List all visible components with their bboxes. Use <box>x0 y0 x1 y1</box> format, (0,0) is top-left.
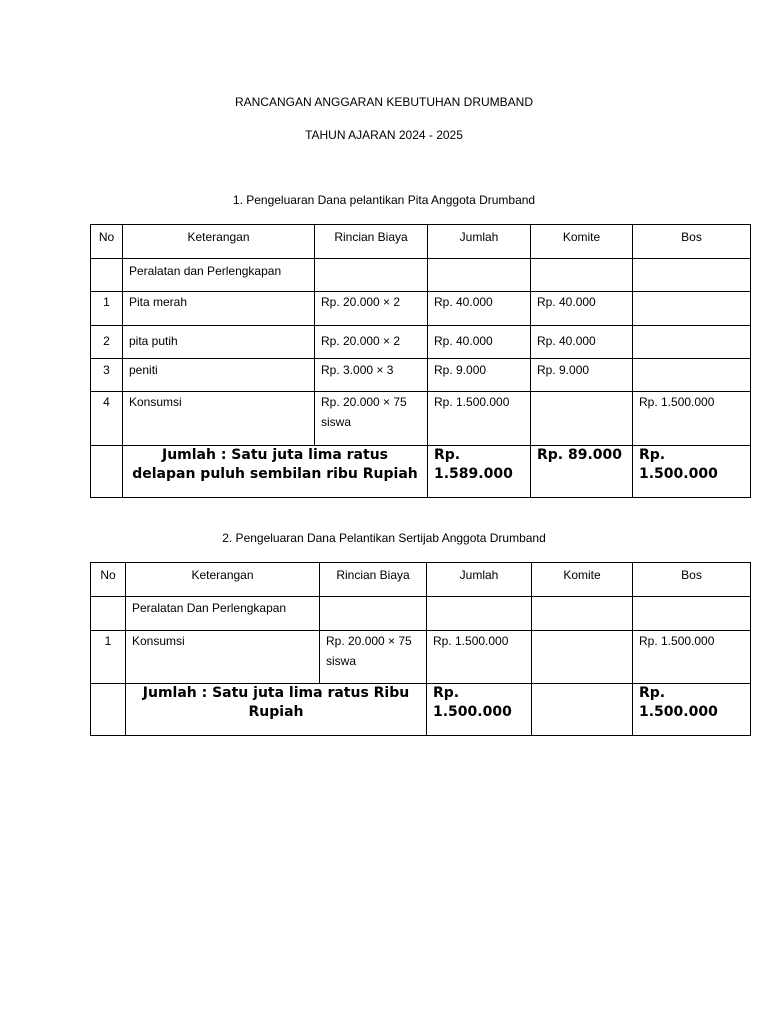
row-bos: Rp. 1.500.000 <box>633 631 751 684</box>
row-no: 3 <box>91 359 123 392</box>
table-row <box>91 359 751 392</box>
cell-empty <box>91 684 126 736</box>
header-bos: Bos <box>633 225 751 259</box>
table-row <box>91 631 751 684</box>
header-no: No <box>91 563 126 597</box>
row-no: 1 <box>91 631 126 684</box>
table-header-row <box>91 225 751 259</box>
total-label: Jumlah : Satu juta lima ratus delapan puluh sembilan ribu Rupiah <box>123 446 428 498</box>
cell-empty <box>531 259 633 292</box>
section-2-heading: 2. Pengeluaran Dana Pelantikan Sertijab Anggota Drumband <box>222 531 546 545</box>
total-label: Jumlah : Satu juta lima ratus Ribu Rupiah <box>126 684 427 736</box>
row-no: 2 <box>91 326 123 359</box>
header-komite: Komite <box>531 225 633 259</box>
row-rincian: Rp. 20.000 × 75 siswa <box>320 631 427 684</box>
table-row <box>91 326 751 359</box>
row-jumlah: Rp. 9.000 <box>428 359 531 392</box>
table-header-row <box>91 563 751 597</box>
row-jumlah: Rp. 1.500.000 <box>427 631 532 684</box>
row-jumlah: Rp. 40.000 <box>428 292 531 326</box>
budget-table-2 <box>90 562 751 736</box>
row-keterangan: Konsumsi <box>123 392 315 446</box>
total-komite <box>532 684 633 736</box>
header-rincian-biaya: Rincian Biaya <box>320 563 427 597</box>
cell-empty <box>633 597 751 631</box>
document-title: RANCANGAN ANGGARAN KEBUTUHAN DRUMBAND <box>234 95 534 109</box>
header-bos: Bos <box>633 563 751 597</box>
cell-empty <box>532 597 633 631</box>
total-row <box>91 684 751 736</box>
row-jumlah: Rp. 40.000 <box>428 326 531 359</box>
row-jumlah: Rp. 1.500.000 <box>428 392 531 446</box>
row-keterangan: Pita merah <box>123 292 315 326</box>
table-row <box>91 292 751 326</box>
total-jumlah: Rp. 1.589.000 <box>428 446 531 498</box>
row-keterangan: Konsumsi <box>126 631 320 684</box>
cell-empty <box>320 597 427 631</box>
group-label: Peralatan dan Perlengkapan <box>123 259 315 292</box>
group-label: Peralatan Dan Perlengkapan <box>126 597 320 631</box>
row-rincian: Rp. 3.000 × 3 <box>315 359 428 392</box>
header-no: No <box>91 225 123 259</box>
row-keterangan: peniti <box>123 359 315 392</box>
section-1-heading: 1. Pengeluaran Dana pelantikan Pita Anggota Drumband <box>232 193 536 207</box>
row-bos <box>633 359 751 392</box>
header-jumlah: Jumlah <box>428 225 531 259</box>
row-no: 1 <box>91 292 123 326</box>
row-komite: Rp. 40.000 <box>531 326 633 359</box>
row-no: 4 <box>91 392 123 446</box>
group-row <box>91 597 751 631</box>
cell-empty <box>91 597 126 631</box>
row-rincian: Rp. 20.000 × 2 <box>315 326 428 359</box>
header-jumlah: Jumlah <box>427 563 532 597</box>
header-komite: Komite <box>532 563 633 597</box>
row-bos <box>633 292 751 326</box>
total-bos: Rp. 1.500.000 <box>633 446 751 498</box>
row-komite: Rp. 40.000 <box>531 292 633 326</box>
row-keterangan: pita putih <box>123 326 315 359</box>
group-row <box>91 259 751 292</box>
table-row <box>91 392 751 446</box>
cell-empty <box>633 259 751 292</box>
total-row <box>91 446 751 498</box>
header-keterangan: Keterangan <box>126 563 320 597</box>
budget-table-1 <box>90 224 751 498</box>
total-jumlah: Rp. 1.500.000 <box>427 684 532 736</box>
header-rincian-biaya: Rincian Biaya <box>315 225 428 259</box>
row-komite <box>532 631 633 684</box>
document-subtitle: TAHUN AJARAN 2024 - 2025 <box>305 128 463 142</box>
row-komite: Rp. 9.000 <box>531 359 633 392</box>
cell-empty <box>315 259 428 292</box>
total-komite: Rp. 89.000 <box>531 446 633 498</box>
cell-empty <box>428 259 531 292</box>
header-keterangan: Keterangan <box>123 225 315 259</box>
row-komite <box>531 392 633 446</box>
row-rincian: Rp. 20.000 × 75 siswa <box>315 392 428 446</box>
cell-empty <box>91 259 123 292</box>
row-rincian: Rp. 20.000 × 2 <box>315 292 428 326</box>
cell-empty <box>91 446 123 498</box>
row-bos <box>633 326 751 359</box>
row-bos: Rp. 1.500.000 <box>633 392 751 446</box>
cell-empty <box>427 597 532 631</box>
total-bos: Rp. 1.500.000 <box>633 684 751 736</box>
